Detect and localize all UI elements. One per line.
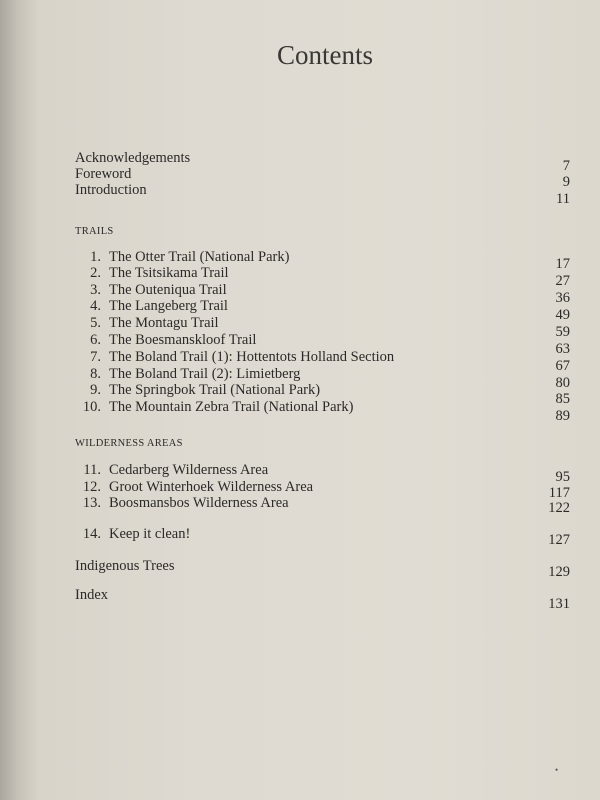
- toc-entry-page: 122: [548, 500, 570, 516]
- toc-entry-label: Introduction: [75, 182, 147, 198]
- toc-entry-label: The Springbok Trail (National Park): [109, 382, 321, 398]
- toc-entry-number: 12.: [82, 479, 101, 495]
- toc-entry-number: 7.: [90, 349, 101, 365]
- toc-entry-number: 2.: [90, 265, 101, 281]
- toc-entry: [75, 332, 256, 348]
- toc-entry-page: 85: [555, 391, 570, 407]
- toc-entry-page: 63: [555, 341, 570, 357]
- toc-entry-page: 27: [555, 273, 570, 289]
- toc-entry-page: 127: [548, 532, 570, 548]
- toc-entry-number: 9.: [90, 382, 101, 398]
- toc-entry-keep-it-clean: [75, 526, 190, 542]
- toc-entry-label: Foreword: [75, 166, 132, 182]
- toc-entry-page: 129: [548, 564, 570, 580]
- toc-entry-page: 49: [555, 307, 570, 323]
- toc-entry-page: 80: [555, 375, 570, 391]
- toc-entry-foreword: [75, 166, 131, 182]
- toc-entry: [75, 366, 300, 382]
- toc-entry-label: The Boland Trail (1): Hottentots Holland Section: [109, 349, 395, 365]
- toc-entry-number: 13.: [82, 495, 101, 511]
- toc-entry-label: The Montagu Trail: [109, 315, 219, 331]
- section-heading-wilderness-areas: WILDERNESS AREAS: [75, 438, 183, 449]
- toc-entry-number: 4.: [90, 298, 101, 314]
- toc-entry: [75, 265, 229, 281]
- toc-entry: [75, 399, 353, 415]
- toc-entry-label: The Tsitsikama Trail: [109, 265, 229, 281]
- toc-entry-label: Keep it clean!: [109, 526, 191, 542]
- toc-entry-page: 95: [555, 469, 570, 485]
- toc-entry-number: 5.: [90, 315, 101, 331]
- page-speck: •: [555, 765, 559, 775]
- toc-entry-label: The Outeniqua Trail: [109, 282, 227, 298]
- toc-entry-label: The Otter Trail (National Park): [109, 249, 290, 265]
- toc-entry-label: The Mountain Zebra Trail (National Park): [109, 399, 354, 415]
- toc-entry-number: 11.: [83, 462, 101, 478]
- toc-entry: [75, 495, 289, 511]
- toc-entry: [75, 315, 219, 331]
- toc-entry: [75, 479, 313, 495]
- toc-entry-number: 10.: [82, 399, 101, 415]
- toc-entry-label: Groot Winterhoek Wilderness Area: [109, 479, 314, 495]
- toc-entry-label: Acknowledgements: [75, 150, 191, 166]
- toc-entry-label: The Langeberg Trail: [109, 298, 228, 314]
- toc-entry-page: 59: [555, 324, 570, 340]
- toc-entry-label: Indigenous Trees: [75, 558, 175, 574]
- toc-entry: [75, 282, 227, 298]
- toc-entry-label: The Boesmanskloof Trail: [109, 332, 257, 348]
- toc-entry-page: 7: [562, 158, 570, 174]
- toc-entry: [75, 249, 289, 265]
- toc-entry-page: 117: [548, 485, 570, 501]
- toc-entry-page: 89: [555, 408, 570, 424]
- toc-entry-acknowledgements: [75, 150, 190, 166]
- toc-entry-page: 11: [556, 191, 570, 207]
- toc-entry-introduction: [75, 182, 147, 198]
- toc-entry-page: 131: [548, 596, 570, 612]
- toc-entry: [75, 382, 320, 398]
- toc-entry: [75, 462, 268, 478]
- toc-entry-label: The Boland Trail (2): Limietberg: [109, 366, 301, 382]
- toc-entry-page: 9: [562, 174, 570, 190]
- toc-entry-number: 3.: [90, 282, 101, 298]
- toc-entry-indigenous-trees: [75, 558, 175, 574]
- toc-entry-page: 17: [555, 256, 570, 272]
- toc-entry-index: [75, 587, 108, 603]
- toc-entry-number: 14.: [82, 526, 101, 542]
- toc-entry-page: 67: [555, 358, 570, 374]
- toc-entry-page: 36: [555, 290, 570, 306]
- toc-entry-number: 8.: [90, 366, 101, 382]
- toc-entry-label: Index: [75, 587, 109, 603]
- toc-entry-label: Cedarberg Wilderness Area: [109, 462, 269, 478]
- page-title: Contents: [276, 40, 373, 70]
- toc-entry-label: Boosmansbos Wilderness Area: [109, 495, 289, 511]
- toc-entry-number: 6.: [90, 332, 101, 348]
- toc-entry: [75, 349, 394, 365]
- section-heading-trails: TRAILS: [75, 226, 114, 237]
- toc-entry: [75, 298, 228, 314]
- toc-entry-number: 1.: [90, 249, 101, 265]
